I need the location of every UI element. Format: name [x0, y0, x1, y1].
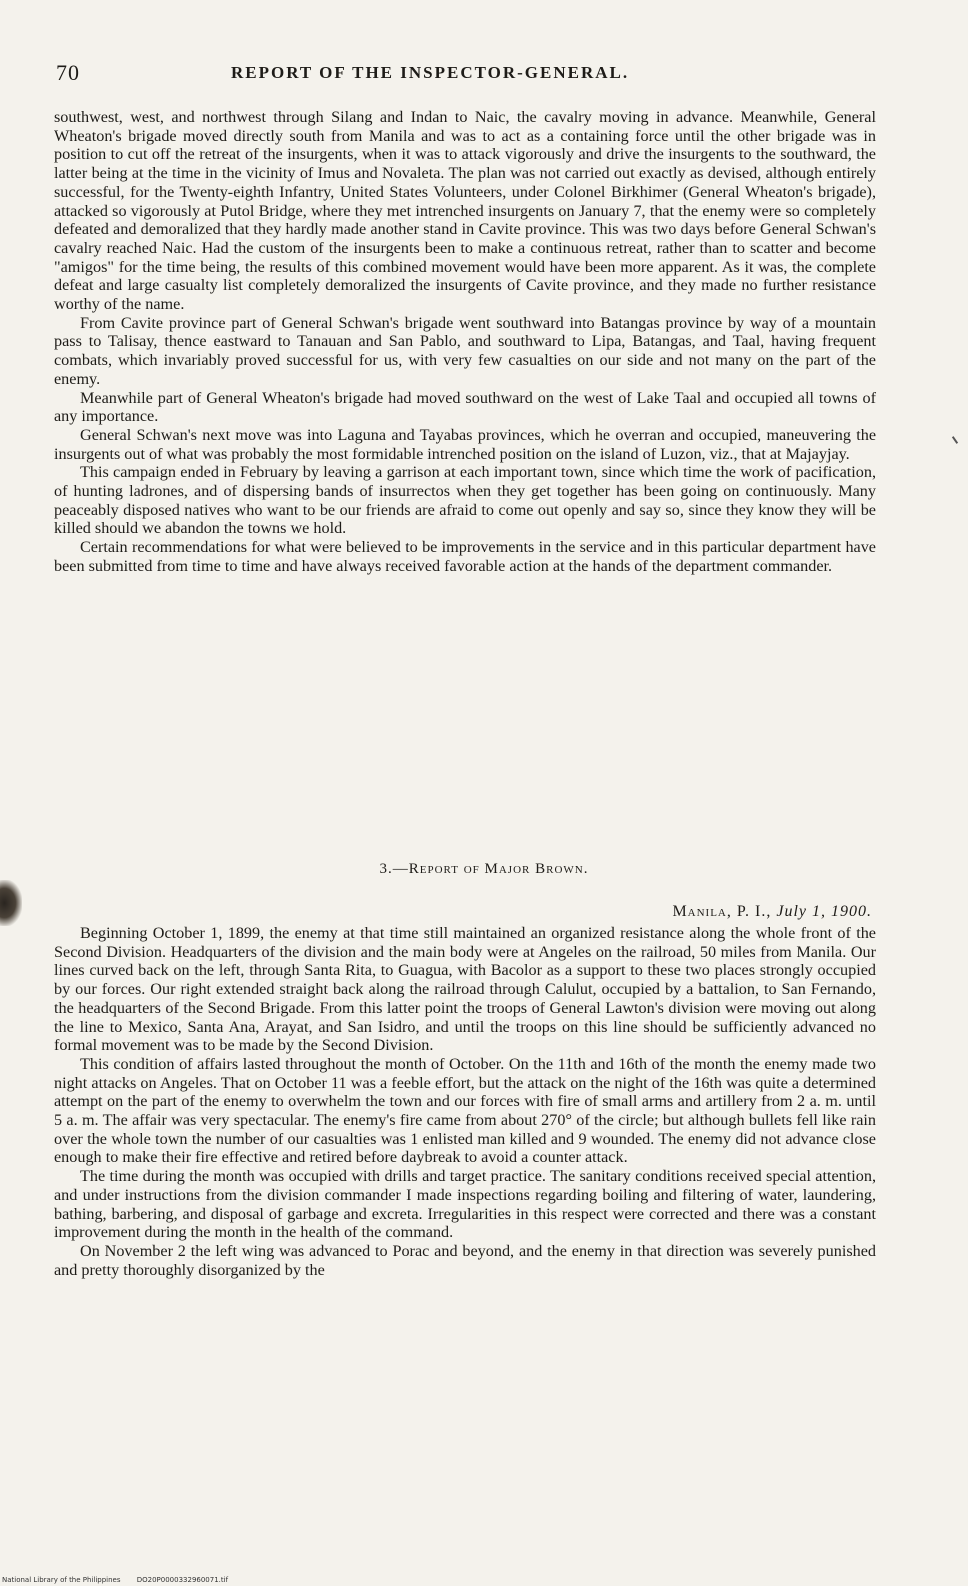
dateline-date: July 1, 1900.	[776, 903, 872, 920]
dateline	[672, 903, 872, 921]
paragraph: Meanwhile part of General Wheaton's brigade had moved southward on the west of Lake Taal and occupied all towns of any importance.	[54, 388, 876, 426]
paragraph: The time during the month was occupied with drills and target practice. The sanitary conditions received special attention, and under instructions from the division commander I made inspections regarding boiling and filtering of water, laundering, bathing, barbering, and disposal of garbage and excreta. Irregularities in this respect were corrected and there was a constant improvement during the month in the health of the command.	[54, 1167, 876, 1242]
scan-smudge	[0, 880, 22, 926]
paragraph: This condition of affairs lasted throughout the month of October. On the 11th and 16th of the month the enemy made two night attacks on Angeles. That on October 11 was a feeble effort, but the attack on the night of the 16th was quite a determined attempt on the part of the enemy to overwhelm the town and our forces with fire of small arms and artillery from 2 a. m. until 5 a. m. The affair was very spectacular. The enemy's fire came from about 270° of the circle; but although bullets fell like rain over the whole town the number of our casualties was 1 enlisted man killed and 9 wounded. The enemy did not advance close enough to make their fire effective and retired before daybreak to avoid a counter attack.	[54, 1054, 876, 1167]
scan-mark	[952, 436, 958, 444]
footer-library: National Library of the Philippines	[2, 1576, 121, 1584]
paragraph: This campaign ended in February by leaving a garrison at each important town, since which time the work of pacification, of hunting ladrones, and of dispersing bands of insurrectos when they get together has been going on continuously. Many peaceably disposed natives who want to be our friends are afraid to come out openly and say so, since they know they will be killed should we abandon the towns we hold.	[54, 463, 876, 538]
paragraph: Certain recommendations for what were believed to be improvements in the service and in this particular department have been submitted from time to time and have always received favorable action at the hands of the department commander.	[54, 538, 876, 575]
running-head: REPORT OF THE INSPECTOR-GENERAL.	[231, 63, 630, 82]
paragraph: southwest, west, and northwest through Silang and Indan to Naic, the cavalry moving in advance. Meanwhile, General Wheaton's brigade moved directly south from Manila and was to act as a containing force until the other brigade was in position to cut off the retreat of the insurgents, when it was to attack vigorously and drive the insurgents to the southward, the latter being at the time in the vicinity of Imus and Novaleta. The plan was not carried out exactly as devised, although entirely successful, for the Twenty-eighth Infantry, United States Volunteers, under Colonel Birkhimer (General Wheaton's brigade), attacked so vigorously at Putol Bridge, where they met intrenched insurgents on January 7, that the enemy were so completely defeated and demoralized that they hardly made another stand in Cavite province. This was two days before General Schwan's cavalry reached Naic. Had the custom of the insurgents been to make a continuous retreat, rather than to scatter and become "amigos" for the time being, the results of this combined movement would have been more apparent. As it was, the complete defeat and large casualty list completely demoralized the insurgents of Cavite province, and they made no further resistance worthy of the name.	[54, 108, 876, 314]
section-title: 3.—Report of Major Brown.	[379, 861, 589, 877]
page-header	[56, 60, 876, 88]
report-body-top	[54, 108, 876, 576]
page-number: 70	[56, 60, 80, 85]
paragraph: General Schwan's next move was into Laguna and Tayabas provinces, which he overran and occupied, maneuvering the insurgents out of what was probably the most formidable intrenched position on the island of Luzon, viz., that at Majayjay.	[54, 425, 876, 463]
paragraph: On November 2 the left wing was advanced to Porac and beyond, and the enemy in that direction was severely punished and pretty thoroughly disorganized by the	[54, 1241, 876, 1279]
footer-code: DO20P0000332960071.tif	[136, 1576, 229, 1584]
paragraph: From Cavite province part of General Schwan's brigade went southward into Batangas province by way of a mountain pass to Talisay, thence eastward to Tanauan and San Pablo, and southward to Lipa, Batangas, and Taal, having frequent combats, which invariably proved successful for us, with very few casualties on our side and not many on the part of the enemy.	[54, 313, 876, 388]
scan-footer	[2, 1576, 228, 1584]
dateline-place: Manila, P. I.,	[672, 903, 772, 920]
paragraph: Beginning October 1, 1899, the enemy at that time still maintained an organized resistance along the whole front of the Second Division. Headquarters of the division and the main body were at Angeles on the railroad, 50 miles from Manila. Our lines curved back on the left, through Santa Rita, to Guagua, with Bacolor as a support to these two places strongly occupied by our forces. Our right extended straight back along the railroad through Calulut, occupied by a battalion, to San Fernando, the headquarters of the Second Brigade. From this latter point the troops of General Lawton's division were moving out along the line to Mexico, Santa Ana, Arayat, and San Isidro, and until the troops on this line should be sufficiently advanced no formal movement was to be made by the Second Division.	[54, 924, 876, 1055]
report-body-bottom	[54, 924, 876, 1279]
